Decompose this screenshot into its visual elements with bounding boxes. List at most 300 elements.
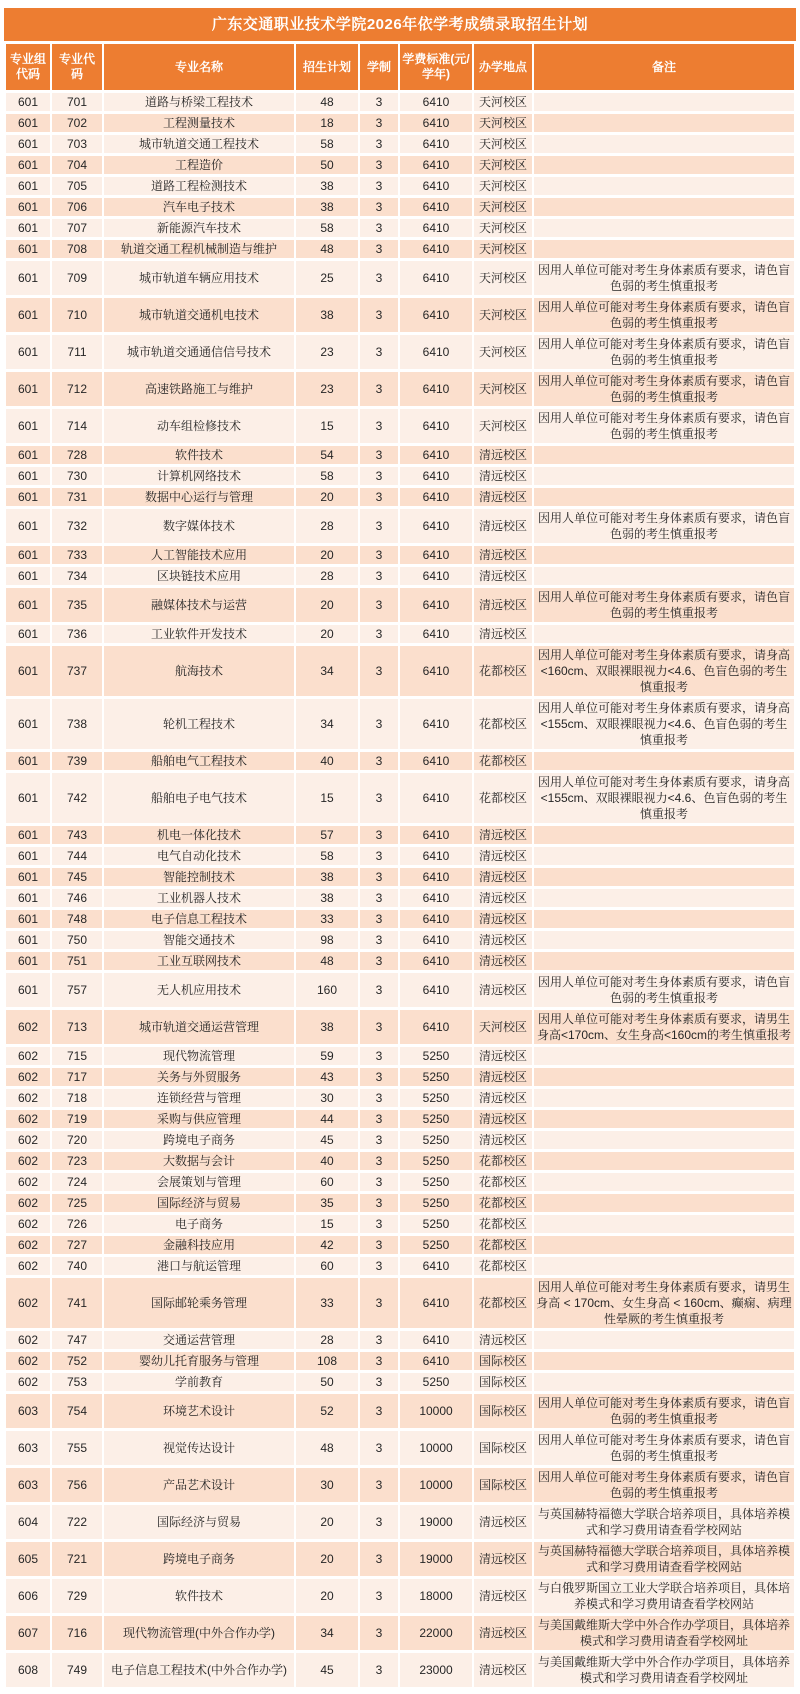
cell-duration: 3 [360,1215,398,1233]
cell-note [534,546,794,564]
cell-campus: 天河校区 [474,261,532,295]
cell-campus: 清远校区 [474,1110,532,1128]
table-row [6,646,794,696]
cell-major-name: 环境艺术设计 [104,1394,294,1428]
cell-duration: 3 [360,1194,398,1212]
cell-campus: 花都校区 [474,1215,532,1233]
cell-group-code: 601 [6,219,50,237]
cell-plan: 20 [296,1542,358,1576]
cell-plan: 38 [296,298,358,332]
table-row [6,114,794,132]
cell-major-code: 745 [52,868,102,886]
cell-duration: 3 [360,646,398,696]
cell-major-code: 739 [52,752,102,770]
cell-group-code: 601 [6,646,50,696]
cell-note: 因用人单位可能对考生身体素质有要求，请男生身高 < 170cm、女生身高 < 160cm、癫痫、病理性晕厥的考生慎重报考 [534,1278,794,1328]
cell-campus: 清远校区 [474,488,532,506]
cell-major-name: 现代物流管理 [104,1047,294,1065]
col-header-plan: 招生计划 [296,44,358,90]
cell-major-name: 城市轨道交通机电技术 [104,298,294,332]
cell-plan: 30 [296,1089,358,1107]
cell-plan: 18 [296,114,358,132]
cell-campus: 清远校区 [474,1089,532,1107]
cell-group-code: 601 [6,752,50,770]
cell-note: 因用人单位可能对考生身体素质有要求，请色盲色弱的考生慎重报考 [534,1468,794,1502]
cell-duration: 3 [360,1089,398,1107]
cell-plan: 15 [296,409,358,443]
table-row [6,752,794,770]
cell-campus: 花都校区 [474,646,532,696]
cell-major-name: 学前教育 [104,1373,294,1391]
cell-note [534,625,794,643]
cell-major-name: 计算机网络技术 [104,467,294,485]
cell-campus: 天河校区 [474,372,532,406]
cell-note [534,868,794,886]
cell-note [534,1352,794,1370]
cell-tuition: 6410 [400,335,472,369]
cell-tuition: 5250 [400,1236,472,1254]
table-row [6,1010,794,1044]
cell-duration: 3 [360,546,398,564]
cell-note [534,752,794,770]
cell-campus: 清远校区 [474,1653,532,1687]
cell-major-code: 731 [52,488,102,506]
cell-major-name: 会展策划与管理 [104,1173,294,1191]
cell-plan: 43 [296,1068,358,1086]
cell-duration: 3 [360,1131,398,1149]
cell-note [534,135,794,153]
cell-duration: 3 [360,219,398,237]
table-row [6,1542,794,1576]
cell-campus: 天河校区 [474,156,532,174]
cell-major-name: 关务与外贸服务 [104,1068,294,1086]
cell-plan: 48 [296,240,358,258]
cell-note [534,1131,794,1149]
cell-plan: 20 [296,625,358,643]
table-row [6,1653,794,1687]
cell-plan: 34 [296,646,358,696]
admission-plan-table [4,41,796,1690]
cell-major-code: 703 [52,135,102,153]
cell-campus: 国际校区 [474,1373,532,1391]
table-row [6,1215,794,1233]
cell-major-code: 715 [52,1047,102,1065]
cell-tuition: 5250 [400,1131,472,1149]
cell-major-code: 722 [52,1505,102,1539]
table-row [6,198,794,216]
cell-note: 因用人单位可能对考生身体素质有要求，请色盲色弱的考生慎重报考 [534,973,794,1007]
cell-duration: 3 [360,198,398,216]
cell-major-name: 现代物流管理(中外合作办学) [104,1616,294,1650]
cell-plan: 20 [296,546,358,564]
cell-note: 因用人单位可能对考生身体素质有要求，请身高<155cm、双眼裸眼视力<4.6、色盲色弱的考生慎重报考 [534,699,794,749]
cell-tuition: 6410 [400,646,472,696]
cell-plan: 20 [296,1505,358,1539]
cell-campus: 花都校区 [474,1278,532,1328]
cell-plan: 33 [296,1278,358,1328]
cell-plan: 48 [296,952,358,970]
cell-major-code: 755 [52,1431,102,1465]
cell-duration: 3 [360,1236,398,1254]
cell-note [534,910,794,928]
cell-note [534,93,794,111]
cell-campus: 天河校区 [474,298,532,332]
cell-campus: 清远校区 [474,1542,532,1576]
table-row [6,1194,794,1212]
cell-group-code: 602 [6,1352,50,1370]
cell-campus: 清远校区 [474,973,532,1007]
table-row [6,488,794,506]
cell-tuition: 6410 [400,625,472,643]
cell-tuition: 6410 [400,177,472,195]
cell-group-code: 602 [6,1257,50,1275]
cell-note [534,1047,794,1065]
cell-campus: 清远校区 [474,847,532,865]
cell-tuition: 6410 [400,826,472,844]
cell-note: 因用人单位可能对考生身体素质有要求，请男生身高<170cm、女生身高<160cm的考生慎重报考 [534,1010,794,1044]
cell-duration: 3 [360,1173,398,1191]
cell-note [534,1152,794,1170]
cell-major-code: 744 [52,847,102,865]
cell-plan: 98 [296,931,358,949]
cell-plan: 59 [296,1047,358,1065]
cell-major-name: 金融科技应用 [104,1236,294,1254]
cell-group-code: 607 [6,1616,50,1650]
cell-duration: 3 [360,773,398,823]
cell-plan: 54 [296,446,358,464]
cell-plan: 38 [296,868,358,886]
cell-major-name: 机电一体化技术 [104,826,294,844]
table-row [6,372,794,406]
cell-campus: 花都校区 [474,752,532,770]
cell-group-code: 602 [6,1278,50,1328]
cell-major-code: 740 [52,1257,102,1275]
cell-major-code: 728 [52,446,102,464]
cell-major-code: 750 [52,931,102,949]
table-row [6,467,794,485]
cell-note: 与美国戴维斯大学中外合作办学项目，具体培养模式和学习费用请查看学校网址 [534,1653,794,1687]
cell-duration: 3 [360,93,398,111]
cell-group-code: 601 [6,114,50,132]
cell-note: 与美国戴维斯大学中外合作办学项目，具体培养模式和学习费用请查看学校网址 [534,1616,794,1650]
cell-campus: 清远校区 [474,588,532,622]
table-row [6,773,794,823]
cell-tuition: 6410 [400,699,472,749]
cell-campus: 清远校区 [474,446,532,464]
cell-major-code: 704 [52,156,102,174]
cell-tuition: 6410 [400,261,472,295]
table-row [6,1110,794,1128]
table-row [6,1089,794,1107]
cell-plan: 38 [296,198,358,216]
cell-group-code: 601 [6,773,50,823]
cell-group-code: 603 [6,1468,50,1502]
cell-major-name: 动车组检修技术 [104,409,294,443]
table-row [6,1152,794,1170]
cell-group-code: 601 [6,198,50,216]
cell-plan: 40 [296,752,358,770]
cell-duration: 3 [360,1431,398,1465]
cell-major-name: 高速铁路施工与维护 [104,372,294,406]
cell-tuition: 6410 [400,546,472,564]
cell-campus: 清远校区 [474,467,532,485]
cell-note [534,567,794,585]
cell-plan: 160 [296,973,358,1007]
cell-major-code: 757 [52,973,102,1007]
cell-duration: 3 [360,372,398,406]
cell-campus: 清远校区 [474,1505,532,1539]
cell-major-name: 电子商务 [104,1215,294,1233]
table-row [6,156,794,174]
cell-duration: 3 [360,1110,398,1128]
table-row [6,1173,794,1191]
cell-duration: 3 [360,1257,398,1275]
cell-campus: 清远校区 [474,910,532,928]
cell-tuition: 6410 [400,868,472,886]
cell-group-code: 602 [6,1010,50,1044]
cell-major-code: 734 [52,567,102,585]
cell-major-code: 710 [52,298,102,332]
table-row [6,177,794,195]
cell-note [534,952,794,970]
cell-group-code: 602 [6,1236,50,1254]
cell-tuition: 10000 [400,1431,472,1465]
cell-duration: 3 [360,699,398,749]
cell-major-code: 707 [52,219,102,237]
cell-major-code: 736 [52,625,102,643]
cell-group-code: 602 [6,1331,50,1349]
cell-tuition: 10000 [400,1394,472,1428]
cell-plan: 20 [296,588,358,622]
table-row [6,546,794,564]
cell-group-code: 601 [6,177,50,195]
cell-major-name: 融媒体技术与运营 [104,588,294,622]
cell-major-name: 跨境电子商务 [104,1131,294,1149]
cell-group-code: 601 [6,409,50,443]
cell-major-code: 742 [52,773,102,823]
cell-major-name: 国际经济与贸易 [104,1194,294,1212]
cell-tuition: 19000 [400,1505,472,1539]
cell-major-name: 工程测量技术 [104,114,294,132]
cell-note: 与英国赫特福德大学联合培养项目，具体培养模式和学习费用请查看学校网站 [534,1505,794,1539]
cell-note: 因用人单位可能对考生身体素质有要求，请色盲色弱的考生慎重报考 [534,1431,794,1465]
cell-duration: 3 [360,588,398,622]
cell-major-code: 716 [52,1616,102,1650]
cell-major-name: 国际邮轮乘务管理 [104,1278,294,1328]
cell-plan: 52 [296,1394,358,1428]
cell-plan: 60 [296,1257,358,1275]
table-row [6,1131,794,1149]
cell-group-code: 602 [6,1152,50,1170]
cell-major-name: 大数据与会计 [104,1152,294,1170]
cell-major-code: 706 [52,198,102,216]
cell-tuition: 6410 [400,1257,472,1275]
cell-duration: 3 [360,1152,398,1170]
cell-group-code: 601 [6,868,50,886]
cell-major-name: 软件技术 [104,446,294,464]
cell-major-name: 城市轨道车辆应用技术 [104,261,294,295]
cell-tuition: 5250 [400,1173,472,1191]
cell-note: 与英国赫特福德大学联合培养项目，具体培养模式和学习费用请查看学校网站 [534,1542,794,1576]
cell-tuition: 5250 [400,1215,472,1233]
cell-major-code: 738 [52,699,102,749]
cell-note [534,1257,794,1275]
cell-duration: 3 [360,1331,398,1349]
cell-major-code: 720 [52,1131,102,1149]
cell-major-code: 717 [52,1068,102,1086]
cell-campus: 天河校区 [474,135,532,153]
cell-campus: 花都校区 [474,1173,532,1191]
cell-tuition: 6410 [400,156,472,174]
cell-campus: 清远校区 [474,826,532,844]
cell-duration: 3 [360,1579,398,1613]
cell-note: 因用人单位可能对考生身体素质有要求，请色盲色弱的考生慎重报考 [534,261,794,295]
cell-plan: 58 [296,219,358,237]
cell-group-code: 601 [6,625,50,643]
table-row [6,219,794,237]
cell-major-code: 729 [52,1579,102,1613]
cell-duration: 3 [360,240,398,258]
cell-group-code: 601 [6,446,50,464]
cell-plan: 38 [296,889,358,907]
cell-campus: 花都校区 [474,1257,532,1275]
cell-tuition: 6410 [400,298,472,332]
cell-campus: 天河校区 [474,198,532,216]
cell-tuition: 6410 [400,93,472,111]
cell-note [534,826,794,844]
cell-note: 因用人单位可能对考生身体素质有要求，请色盲色弱的考生慎重报考 [534,298,794,332]
table-row [6,1616,794,1650]
cell-major-name: 港口与航运管理 [104,1257,294,1275]
cell-note [534,1068,794,1086]
cell-plan: 34 [296,699,358,749]
cell-duration: 3 [360,1047,398,1065]
cell-major-code: 746 [52,889,102,907]
cell-plan: 30 [296,1468,358,1502]
cell-major-code: 732 [52,509,102,543]
cell-tuition: 5250 [400,1194,472,1212]
cell-major-name: 人工智能技术应用 [104,546,294,564]
cell-tuition: 6410 [400,114,472,132]
table-row [6,1352,794,1370]
col-header-group-code: 专业组代码 [6,44,50,90]
cell-campus: 天河校区 [474,1010,532,1044]
cell-note: 因用人单位可能对考生身体素质有要求，请身高<155cm、双眼裸眼视力<4.6、色盲色弱的考生慎重报考 [534,773,794,823]
cell-group-code: 601 [6,567,50,585]
cell-duration: 3 [360,1068,398,1086]
cell-duration: 3 [360,826,398,844]
cell-note [534,467,794,485]
cell-campus: 清远校区 [474,1331,532,1349]
cell-major-name: 区块链技术应用 [104,567,294,585]
cell-major-code: 718 [52,1089,102,1107]
cell-plan: 28 [296,509,358,543]
cell-note [534,1089,794,1107]
col-header-duration: 学制 [360,44,398,90]
cell-duration: 3 [360,973,398,1007]
cell-major-name: 电气自动化技术 [104,847,294,865]
cell-major-name: 航海技术 [104,646,294,696]
cell-major-code: 756 [52,1468,102,1502]
cell-duration: 3 [360,114,398,132]
cell-group-code: 601 [6,699,50,749]
cell-campus: 国际校区 [474,1352,532,1370]
cell-major-name: 汽车电子技术 [104,198,294,216]
table-row [6,93,794,111]
cell-plan: 48 [296,93,358,111]
cell-tuition: 6410 [400,509,472,543]
cell-campus: 清远校区 [474,952,532,970]
cell-plan: 44 [296,1110,358,1128]
cell-campus: 国际校区 [474,1431,532,1465]
cell-duration: 3 [360,868,398,886]
cell-plan: 108 [296,1352,358,1370]
cell-major-name: 跨境电子商务 [104,1542,294,1576]
cell-plan: 45 [296,1653,358,1687]
cell-group-code: 602 [6,1131,50,1149]
table-row [6,1331,794,1349]
cell-group-code: 601 [6,93,50,111]
table-row [6,261,794,295]
cell-campus: 花都校区 [474,1236,532,1254]
cell-campus: 天河校区 [474,114,532,132]
cell-group-code: 602 [6,1194,50,1212]
cell-duration: 3 [360,1505,398,1539]
cell-major-name: 新能源汽车技术 [104,219,294,237]
cell-campus: 天河校区 [474,409,532,443]
cell-plan: 35 [296,1194,358,1212]
cell-duration: 3 [360,1542,398,1576]
table-row [6,889,794,907]
cell-note [534,156,794,174]
cell-duration: 3 [360,488,398,506]
cell-plan: 23 [296,335,358,369]
cell-major-code: 719 [52,1110,102,1128]
cell-group-code: 601 [6,910,50,928]
cell-plan: 60 [296,1173,358,1191]
cell-tuition: 6410 [400,372,472,406]
cell-group-code: 602 [6,1110,50,1128]
cell-group-code: 603 [6,1394,50,1428]
cell-note [534,446,794,464]
cell-major-code: 737 [52,646,102,696]
cell-note [534,1173,794,1191]
cell-major-code: 752 [52,1352,102,1370]
cell-plan: 38 [296,177,358,195]
cell-major-code: 743 [52,826,102,844]
cell-duration: 3 [360,1352,398,1370]
cell-tuition: 18000 [400,1579,472,1613]
cell-duration: 3 [360,298,398,332]
cell-group-code: 601 [6,952,50,970]
table-row [6,1373,794,1391]
cell-campus: 清远校区 [474,1579,532,1613]
cell-tuition: 19000 [400,1542,472,1576]
table-row [6,952,794,970]
cell-major-code: 724 [52,1173,102,1191]
cell-tuition: 6410 [400,240,472,258]
cell-group-code: 606 [6,1579,50,1613]
cell-major-code: 701 [52,93,102,111]
cell-major-name: 软件技术 [104,1579,294,1613]
cell-tuition: 6410 [400,910,472,928]
cell-major-name: 工业软件开发技术 [104,625,294,643]
cell-major-name: 婴幼儿托育服务与管理 [104,1352,294,1370]
cell-plan: 38 [296,1010,358,1044]
cell-duration: 3 [360,752,398,770]
header-row [6,44,794,90]
cell-campus: 国际校区 [474,1394,532,1428]
